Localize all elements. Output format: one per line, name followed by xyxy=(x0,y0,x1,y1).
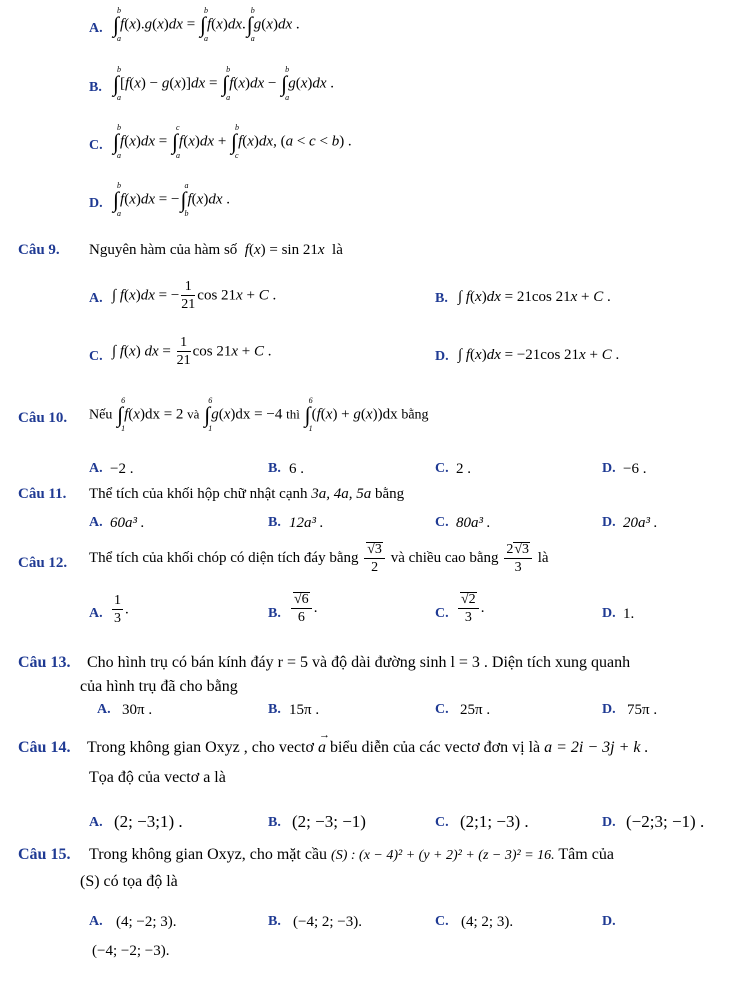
option-q11-b[interactable]: 12a³ . xyxy=(289,515,324,531)
question-text: Cho hình trụ có bán kính đáy r = 5 và độ dài đường sinh l = 3 . Diện tích xung quanh xyxy=(87,654,631,671)
option-q12-c[interactable]: $\frac{√2}{3}$ . xyxy=(456,592,484,625)
question-text: Nếu ∫ 6 1 f(x)dx = 2 và ∫ 6 1 g(x)dx = −4 thì ∫ 6 1 (f(x) + g(x))dx bằng xyxy=(89,396,429,433)
question-text: Thể tích của khối chóp có diện tích đáy bằng $\frac{√3}{2}$ và chiều cao bằng $\frac{2√3}{3}$ là xyxy=(89,542,549,575)
question-text: Trong không gian Oxyz , cho vectơ → a biểu diễn của các vectơ đơn vị là a = 2i − 3j + k . xyxy=(87,729,649,756)
option-label: C. xyxy=(435,461,449,476)
option-label: C. xyxy=(435,702,449,717)
option-q9-d[interactable]: ∫ f(x)dx = −21cos 21x + C . xyxy=(458,347,620,363)
formula-q8-b: ∫ b a [f(x) − g(x)]dx = ∫ b a f(x)dx − ∫ b a g(x)dx . xyxy=(113,65,335,102)
option-label: C. xyxy=(89,138,103,153)
option-label: C. xyxy=(435,515,449,530)
option-label: D. xyxy=(602,702,616,717)
option-label: B. xyxy=(268,815,281,830)
option-label: B. xyxy=(89,80,102,95)
question-label: Câu 11. xyxy=(18,486,67,502)
option-label: A. xyxy=(89,461,103,476)
option-label: D. xyxy=(602,461,616,476)
option-q11-c[interactable]: 80a³ . xyxy=(456,515,491,531)
option-label: C. xyxy=(435,914,449,929)
option-q10-d[interactable]: −6 . xyxy=(623,461,647,477)
option-q10-c[interactable]: 2 . xyxy=(456,461,471,477)
question-text: (S) có tọa độ là xyxy=(80,873,178,890)
option-q15-c[interactable]: (4; 2; 3). xyxy=(461,914,514,930)
formula-q8-a: ∫ b a f(x).g(x)dx = ∫ b a f(x)dx.∫ b a g(x)dx . xyxy=(113,6,300,43)
option-q9-c[interactable]: ∫ f(x) dx = $\frac{1}{21}$ cos 21x + C . xyxy=(112,335,272,368)
option-label: B. xyxy=(268,914,281,929)
option-q13-d[interactable]: 75π . xyxy=(627,702,658,718)
option-q11-a[interactable]: 60a³ . xyxy=(110,515,145,531)
option-label: D. xyxy=(602,914,616,929)
question-text: Tọa độ của vectơ a là xyxy=(89,769,226,786)
question-label: Câu 9. xyxy=(18,242,60,258)
option-label: B. xyxy=(268,606,281,621)
option-q15-d[interactable]: (−4; −2; −3). xyxy=(92,943,170,959)
question-label: Câu 14. xyxy=(18,739,71,756)
option-q15-a[interactable]: (4; −2; 3). xyxy=(116,914,177,930)
question-text: của hình trụ đã cho bằng xyxy=(80,678,238,695)
question-label: Câu 12. xyxy=(18,555,68,571)
question-label: Câu 13. xyxy=(18,654,71,671)
option-q14-b[interactable]: (2; −3; −1) xyxy=(292,812,366,831)
option-label: A. xyxy=(89,815,103,830)
formula-q8-d: ∫ b a f(x)dx = −∫ a b f(x)dx . xyxy=(113,181,231,218)
option-q13-a[interactable]: 30π . xyxy=(122,702,153,718)
option-label: D. xyxy=(602,815,616,830)
option-label: A. xyxy=(89,914,103,929)
option-label: C. xyxy=(89,349,103,364)
question-label: Câu 15. xyxy=(18,846,71,863)
question-text: Nguyên hàm của hàm số f(x) = sin 21x là xyxy=(89,242,343,258)
option-q10-b[interactable]: 6 . xyxy=(289,461,304,477)
option-label: C. xyxy=(435,815,449,830)
option-label: B. xyxy=(268,702,281,717)
option-label: D. xyxy=(602,606,616,621)
option-label: D. xyxy=(602,515,616,530)
option-label: A. xyxy=(97,702,111,717)
option-q9-b[interactable]: ∫ f(x)dx = 21cos 21x + C . xyxy=(458,289,611,305)
option-q14-d[interactable]: (−2;3; −1) . xyxy=(626,812,705,831)
option-q13-c[interactable]: 25π . xyxy=(460,702,491,718)
option-q15-b[interactable]: (−4; 2; −3). xyxy=(293,914,362,930)
option-q10-a[interactable]: −2 . xyxy=(110,461,134,477)
option-label: C. xyxy=(435,606,449,621)
option-q12-a[interactable]: $\frac{1}{3}$ . xyxy=(114,593,129,626)
option-label: D. xyxy=(435,349,449,364)
question-text: Thể tích của khối hộp chữ nhật cạnh 3a, 4a, 5a bằng xyxy=(89,486,405,502)
option-label: B. xyxy=(435,291,448,306)
option-q12-b[interactable]: $\frac{√6}{6}$ . xyxy=(289,592,317,625)
formula-q8-c: ∫ b a f(x)dx = ∫ c a f(x)dx + ∫ b c f(x)dx, (a < c < b) . xyxy=(113,123,352,160)
option-q14-c[interactable]: (2;1; −3) . xyxy=(460,812,529,831)
option-label: A. xyxy=(89,515,103,530)
option-label: D. xyxy=(89,196,103,211)
question-text: Trong không gian Oxyz, cho mặt cầu (S) : (x − 4)² + (y + 2)² + (z − 3)² = 16. Tâm của xyxy=(89,846,614,863)
option-label: B. xyxy=(268,515,281,530)
option-label: B. xyxy=(268,461,281,476)
option-q12-d[interactable]: 1. xyxy=(623,606,635,622)
option-q14-a[interactable]: (2; −3;1) . xyxy=(114,812,183,831)
option-q13-b[interactable]: 15π . xyxy=(289,702,320,718)
option-label: A. xyxy=(89,21,103,36)
question-label: Câu 10. xyxy=(18,410,68,426)
option-label: A. xyxy=(89,606,103,621)
option-q11-d[interactable]: 20a³ . xyxy=(623,515,658,531)
option-q9-a[interactable]: ∫ f(x)dx = − $\frac{1}{21}$ cos 21x + C . xyxy=(112,279,277,312)
option-label: A. xyxy=(89,291,103,306)
